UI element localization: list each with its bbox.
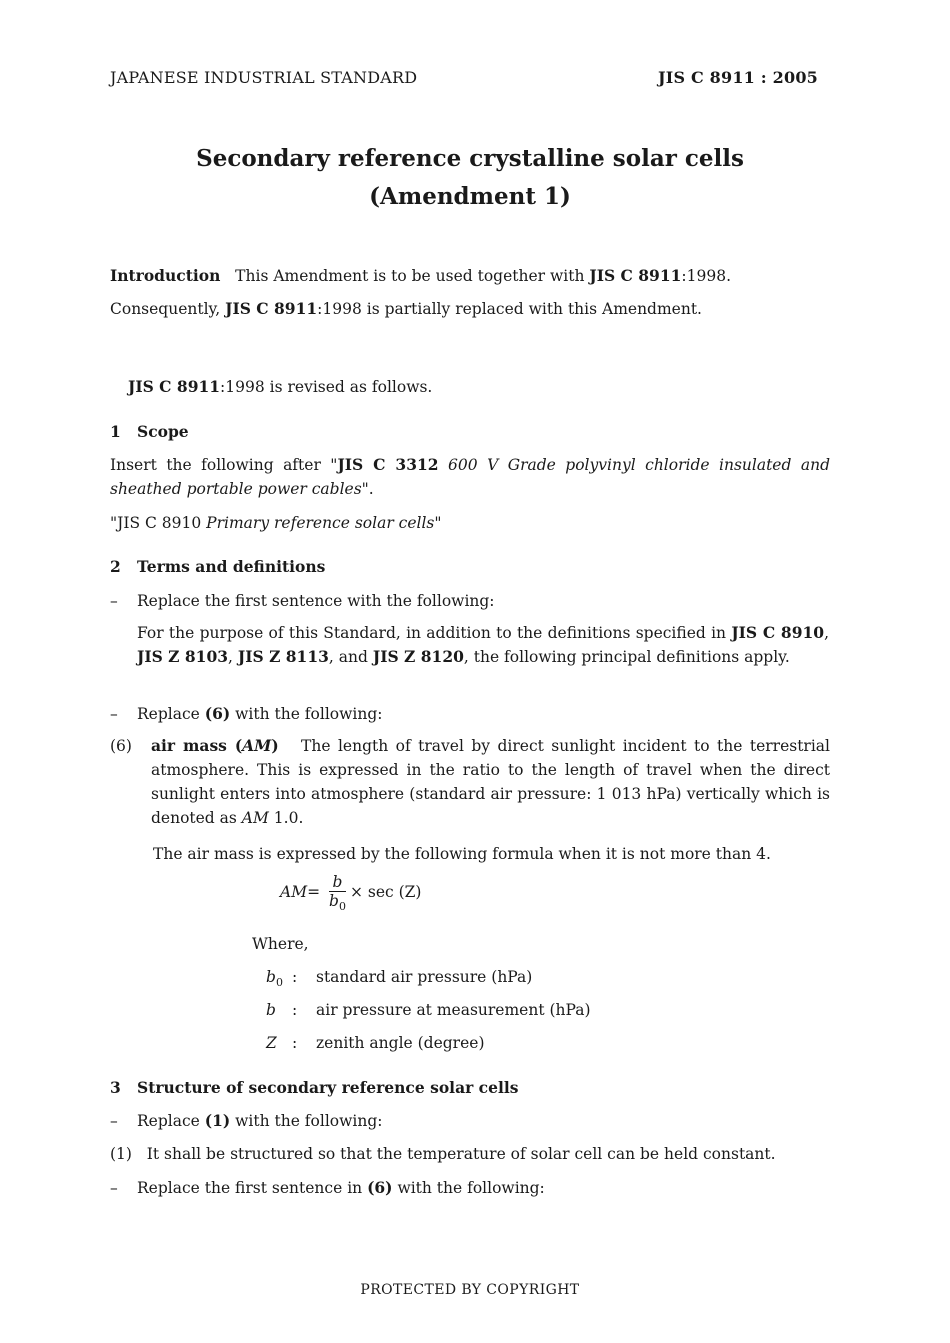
document-subtitle: (Amendment 1) (369, 183, 571, 210)
var-3-desc: zenith angle (degree) (316, 1034, 485, 1052)
s3-item-1-text: It shall be structured so that the temperature of solar cell can be held constant. (146, 1145, 776, 1163)
formula-lhs: AM (280, 883, 308, 902)
s2-item-6-text: The length of travel by direct sunlight incident to the terrestrial atmosphere. This is expressed in the ratio to the length of travel when the direct sunlight enters into atmosphere (standard air pressure: 1 013 hPa) vertically which is denoted as (151, 737, 830, 827)
dash-marker: – (110, 705, 118, 723)
s2-dash-2-pre: Replace (137, 705, 205, 723)
section-1-insert (110, 453, 830, 501)
formula-numerator: b (329, 873, 346, 892)
formula-fraction (329, 873, 346, 913)
s3-dash-2-pre: Replace the first sentence in (137, 1179, 368, 1197)
section-2-title: Terms and definitions (137, 557, 326, 576)
header-standard-name: JAPANESE INDUSTRIAL STANDARD (110, 68, 418, 87)
var-2-desc: air pressure at measurement (hPa) (316, 1001, 591, 1019)
s2-para-post: , the following principal definitions apply. (463, 648, 790, 666)
s2-dash-2-ref: (6) (204, 704, 231, 723)
s1-insert-title: 600 V Grade polyvinyl chloride insulated and sheathed portable power cables (110, 456, 831, 498)
s3-dash-1 (110, 1109, 830, 1133)
s2-dash-1-text: Replace the first sentence with the following: (137, 592, 495, 610)
var-row-1 (266, 965, 766, 995)
s2-dash-1 (110, 589, 830, 613)
s3-item-1-number: (1) (110, 1145, 132, 1163)
s2-item-6-number: (6) (110, 737, 132, 755)
intro-line2-ref: JIS C 8911 (225, 299, 318, 318)
s3-dash-1-pre: Replace (137, 1112, 205, 1130)
intro-line2-pre: Consequently, (110, 300, 226, 318)
s1-insert-pre: Insert the following after " (110, 456, 338, 474)
s1-quote-pre: "JIS C 8910 (110, 514, 207, 532)
revised-statement (128, 375, 848, 399)
formula-intro: The air mass is expressed by the following formula when it is not more than 4. (153, 845, 771, 863)
section-1-title: Scope (137, 422, 189, 441)
revised-ref: JIS C 8911 (128, 377, 221, 396)
intro-line-1 (110, 264, 830, 288)
s2-para-pre: For the purpose of this Standard, in addition to the definitions specified in (137, 624, 732, 642)
intro-label: Introduction (110, 266, 221, 285)
header-standard-number: JIS C 8911 : 2005 (658, 68, 818, 87)
section-2-number: 2 (110, 557, 121, 576)
s2-ref-2: JIS Z 8103 (137, 647, 229, 666)
section-2-heading (110, 555, 830, 579)
dash-marker: – (110, 592, 118, 610)
var-2-symbol: b (266, 1001, 276, 1019)
s2-item-6-body (151, 734, 830, 830)
s2-definition-paragraph: For the purpose of this Standard, in addition to the definitions specified in JIS C 8910, JIS Z 8103, JIS Z 8113, and JIS Z 8120, the following principal definitions apply. (137, 623, 830, 666)
section-3-number: 3 (110, 1078, 121, 1097)
s2-item-6-text-end: 1.0. (268, 809, 304, 827)
where-label: Where, (252, 935, 309, 953)
s2-item-6 (110, 734, 830, 830)
var-1-symbol: $b_0$ (266, 968, 283, 990)
s3-item-1 (110, 1142, 830, 1166)
document-title: Secondary reference crystalline solar cells (196, 145, 744, 172)
formula-equals: = (307, 883, 321, 902)
var-1-sep: : (292, 968, 298, 986)
var-1-desc: standard air pressure (hPa) (316, 968, 533, 986)
s2-ref-1: JIS C 8910 (731, 623, 825, 642)
var-2-sep: : (292, 1001, 298, 1019)
intro-line-2 (110, 297, 830, 321)
s2-item-6-text-abbr: AM (241, 809, 269, 827)
s2-dash-2-post: with the following: (230, 705, 383, 723)
s3-dash-1-post: with the following: (230, 1112, 383, 1130)
var-row-3 (266, 1031, 766, 1055)
s3-dash-2 (110, 1176, 830, 1200)
section-1-number: 1 (110, 422, 121, 441)
intro-line2-post: :1998 is partially replaced with this Amendment. (317, 300, 702, 318)
intro-text: This Amendment is to be used together with (235, 267, 590, 285)
s3-dash-1-ref: (1) (204, 1111, 231, 1130)
section-3-title: Structure of secondary reference solar cells (137, 1078, 519, 1097)
intro-ref-year: :1998. (681, 267, 732, 285)
var-3-symbol: Z (266, 1034, 277, 1052)
s2-ref-3: JIS Z 8113 (237, 647, 329, 666)
var-3-sep: : (292, 1034, 298, 1052)
s1-quote-title: Primary reference solar cells (206, 514, 435, 532)
dash-marker: – (110, 1179, 118, 1197)
s1-quote-post: " (434, 514, 442, 532)
s2-dash-2 (110, 702, 830, 726)
s2-item-6-term: air mass ( (151, 736, 243, 755)
dash-marker: – (110, 1112, 118, 1130)
section-1-heading (110, 420, 830, 444)
s2-ref-4: JIS Z 8120 (372, 647, 464, 666)
s1-insert-ref: JIS C 3312 (337, 455, 439, 474)
s3-dash-2-post: with the following: (392, 1179, 545, 1197)
var-row-2 (266, 998, 766, 1022)
s1-insert-post: ". (361, 480, 374, 498)
s2-item-6-term-abbr: AM (242, 736, 272, 755)
section-1-quote (110, 511, 830, 535)
formula-rhs: × sec (Z) (349, 883, 422, 902)
formula-denominator: $b_0$ (329, 892, 346, 914)
s2-item-6-term-close: ) (271, 736, 279, 755)
revised-text: :1998 is revised as follows. (220, 378, 433, 396)
intro-ref: JIS C 8911 (589, 266, 682, 285)
section-3-heading (110, 1076, 830, 1100)
copyright-footer: PROTECTED BY COPYRIGHT (360, 1282, 580, 1298)
s3-dash-2-ref: (6) (367, 1178, 393, 1197)
air-mass-formula (280, 873, 421, 913)
